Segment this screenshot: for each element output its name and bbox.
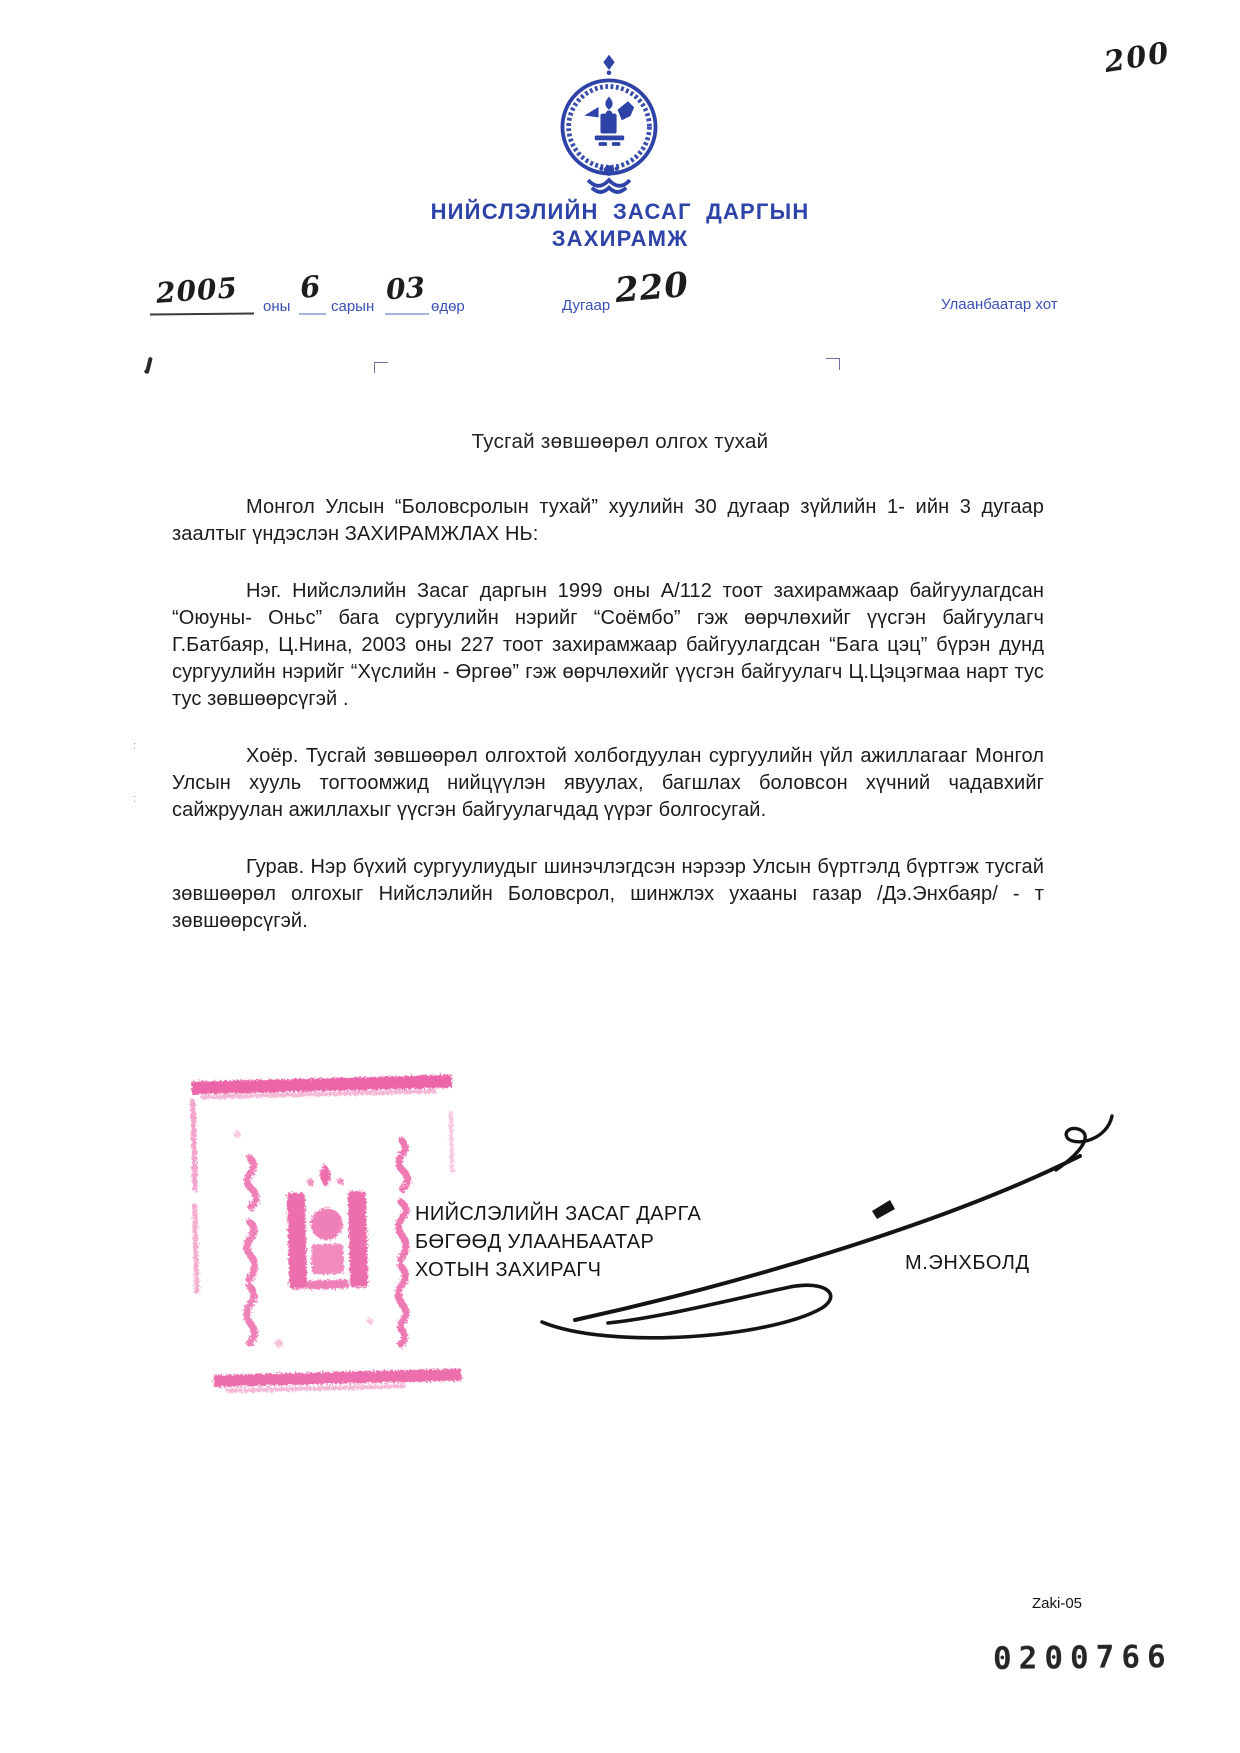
pen-mark (145, 357, 152, 372)
paragraph-two: Хоёр. Тусгай зөвшөөрөл олгохтой холбогдуулан сургуулийн үйл ажиллагааг Монгол Улсын хууль тогтоомжид нийцүүлэн явуулах, багшлах боловсон хүчний чадавхийг сайжруулан ажиллахыг үүсгэн байгуулагчдад үүрэг болгосугай. (172, 745, 1044, 821)
document-body (172, 494, 1044, 965)
signature-title-line3: ХОТЫН ЗАХИРАГЧ (415, 1259, 602, 1281)
paragraph-preamble: Монгол Улсын “Боловсролын тухай” хуулийн 30 дугаар зүйлийн 1- ийн 3 дугаар заалтыг үндэслэн ЗАХИРАМЖЛАХ НЬ: (172, 496, 1044, 545)
paragraph-three: Гурав. Нэр бүхий сургуулиудыг шинэчлэгдсэн нэрээр Улсын бүртгэлд бүртгэж тусгай зөвшөөрөл олгохыг Нийслэлийн Боловсрол, шинжлэх ухааны газар /Дэ.Энхбаяр/ - т зөвшөөрсүгэй. (172, 856, 1044, 932)
crop-corner-right-icon (826, 358, 840, 370)
margin-speck: : (133, 793, 137, 805)
city-label: Улаанбаатар хот (941, 296, 1058, 313)
handwritten-page-number: 200 (1101, 35, 1173, 79)
margin-speck: : (133, 740, 137, 752)
stamped-serial-number: 0200766 (992, 1639, 1173, 1677)
signature-title-line1: НИЙСЛЭЛИЙН ЗАСАГ ДАРГА (415, 1203, 702, 1225)
paragraph-one: Нэг. Нийслэлийн Засаг даргын 1999 оны А/112 тоот захирамжаар байгуулагдсан “Оюуны- Оньс” бага сургуулийн нэрийг “Соёмбо” гэж өөрчлөхийг үүсгэн байгуулагч Г.Батбаяр, Ц.Нина, 2003 оны 227 тоот захирамжаар байгуулагдсан “Бага цэц” бүрэн дунд сургуулийн нэрийг “Хүслийн - Өргөө” гэж өөрчлөхийг үүсгэн байгуулагч Ц.Цэцэгмаа нарт тус тус зөвшөөрсүгэй . (172, 580, 1044, 710)
year-blank-line (150, 312, 254, 315)
org-header (0, 198, 1240, 252)
crop-corner-left-icon (374, 362, 388, 373)
number-label: Дугаар (562, 297, 611, 314)
mongolia-state-emblem-icon (552, 52, 666, 198)
month-label: сарын (331, 298, 375, 315)
signature-title-line2: БӨГӨӨД УЛААНБААТАР (415, 1231, 655, 1253)
day-blank-line (385, 313, 429, 315)
year-label: оны (263, 298, 291, 315)
signer-name: М.ЭНХБОЛД (905, 1252, 1030, 1274)
doc-code: Zaki-05 (1032, 1595, 1083, 1612)
handwritten-day: 03 (384, 270, 427, 307)
doc-type: ЗАХИРАМЖ (551, 226, 689, 251)
signature-title-block (415, 1200, 701, 1284)
org-name: НИЙСЛЭЛИЙН ЗАСАГ ДАРГЫН (430, 199, 810, 224)
handwritten-decree-number: 220 (613, 264, 691, 312)
month-blank-line (299, 313, 326, 315)
handwritten-year: 2005 (154, 271, 239, 310)
day-label: өдөр (431, 298, 465, 315)
handwritten-month: 6 (298, 269, 322, 305)
document-title: Тусгай зөвшөөрөл олгох тухай (471, 430, 769, 453)
